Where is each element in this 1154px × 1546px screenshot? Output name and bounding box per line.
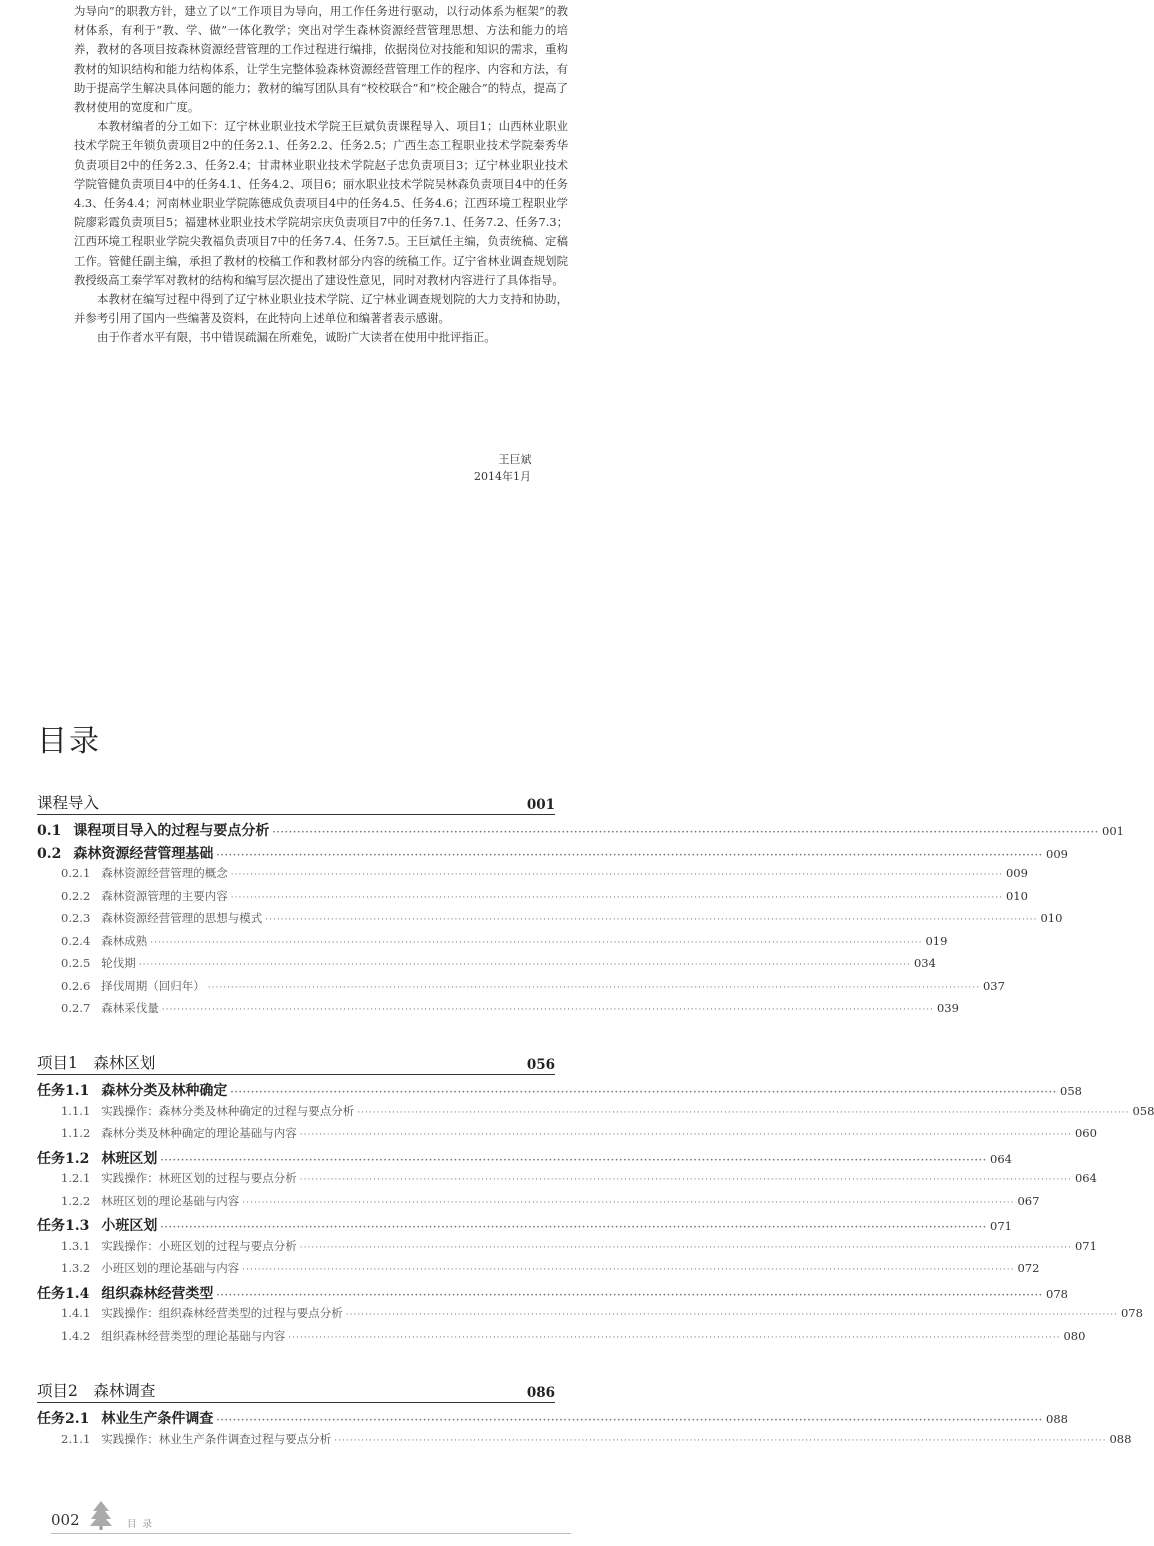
entry-number: 0.1 [37,823,62,839]
preface-paragraph: 本教材编者的分工如下：辽宁林业职业技术学院王巨斌负责课程导入、项目1；山西林业职业技术学院王年锁负责项目2中的任务2.1、任务2.2、任务2.5；广西生态工程职业技术学院秦秀华负责项目2中的任务2.3、任务2.4；甘肃林业职业技术学院赵子忠负责项目3；辽宁林业职业技术学院管健负责项目4中的任务4.1、任务4.2、项目6；丽水职业技术学院吴林森负责项目4中的任务4.3、任务4.4；河南林业职业学院陈德成负责项目4中的任务4.5、任务4.6；江西环境工程职业学院廖彩霞负责项目5；福建林业职业技术学院胡宗庆负责项目7中的任务7.1、任务7.2、任务7.3；江西环境工程职业学院尖教福负责项目7中的任务7.4、任务7.5。王巨斌任主编，负责统稿、定稿工作。管健任副主编，承担了教材的校稿工作和教材部分内容的统稿工作。辽宁省林业调查规划院教授级高工秦学军对教材的结构和编写层次提出了建设性意见，同时对教材内容进行了具体指导。 [74,119,568,287]
toc-subentry[interactable] [37,1103,1154,1126]
entry-title: 林班区划的理论基础与内容 [101,1193,240,1208]
preface-paragraph: 为导向”的职教方针，建立了以“工作项目为导向，用工作任务进行驱动，以行动体系为框架”的教材体系，有利于“教、学、做”一体化教学；突出对学生森林资源经营管理思想、方法和能力的培养，教材的各项目按森林资源经营管理的工作过程进行编排，依据岗位对技能和知识的需求，重构教材的知识结构和能力结构体系，让学生完整体验森林资源经营管理工作的程序、内容和方法，有助于提高学生解决具体问题的能力；教材的编写团队具有“校校联合”和“校企融合”的特点，提高了教材使用的宽度和广度。 [74,4,568,115]
dot-leader: ········································································································································································································ [207,982,980,993]
toc-subentry[interactable] [37,1000,959,1023]
entry-page-number: 009 [1005,866,1028,880]
entry-number: 0.2.6 [61,978,91,993]
preface-paragraph: 本教材在编写过程中得到了辽宁林业职业技术学院、辽宁林业调查规划院的大力支持和协助，并参考引用了国内一些编著及资料，在此特向上述单位和编著者表示感谢。 [74,292,568,326]
entry-page-number: 067 [1017,1193,1040,1208]
entry-page-number: 037 [982,978,1005,993]
dot-leader: ········································································································································································································ [357,1107,1130,1118]
dot-leader: ········································································································································································································ [272,828,1100,838]
entry-number: 0.2 [37,845,62,862]
toc-subentry[interactable] [37,1328,1086,1351]
entry-number: 任务2.1 [37,1411,90,1427]
entry-page-number: 064 [990,1151,1012,1166]
entry-title: 森林资源经营管理基础 [73,845,214,862]
entry-title: 林业生产条件调查 [101,1411,214,1427]
toc-subentry[interactable] [37,865,1028,888]
entry-title: 森林资源经营管理的思想与模式 [101,911,263,925]
dot-leader: ········································································································································································································ [216,850,1044,861]
entry-number: 任务1.4 [37,1285,90,1302]
entry-title: 森林成熟 [101,933,148,948]
entry-page-number: 071 [990,1219,1012,1233]
entry-page-number: 078 [1046,1286,1068,1301]
dot-leader: ········································································································································································································ [161,1005,934,1015]
entry-title: 课程项目导入的过程与要点分析 [73,823,270,839]
dot-leader: ········································································································································································································ [265,915,1038,925]
toc-subentry[interactable] [37,910,1063,933]
entry-page-number: 064 [1074,1171,1097,1185]
toc-entry[interactable] [37,820,1124,843]
entry-page-number: 009 [1046,846,1068,861]
preface-date: 2014年1月 [474,470,531,483]
entry-page-number: 058 [1132,1103,1154,1118]
entry-number: 1.2.1 [61,1171,91,1185]
entry-page-number: 010 [1040,911,1063,925]
toc-entry[interactable] [37,843,1068,866]
section-title: 课程导入 [37,794,100,812]
entry-title: 实践操作：组织森林经营类型的过程与要点分析 [101,1306,343,1320]
entry-page-number: 088 [1046,1412,1068,1426]
toc-section-project-2 [37,1381,1132,1453]
entry-page-number: 072 [1017,1261,1040,1275]
toc-entry[interactable] [37,1148,1012,1171]
entry-page-number: 071 [1074,1238,1097,1253]
preface-text [74,2,568,348]
entry-title: 森林资源经营管理的概念 [101,866,228,880]
toc-entry[interactable] [37,1283,1068,1306]
toc-subentry[interactable] [37,1125,1097,1148]
dot-leader: ········································································································································································································ [230,892,1003,903]
entry-number: 1.3.1 [61,1238,91,1253]
toc-entry[interactable] [37,1215,1012,1238]
entry-page-number: 034 [913,956,936,970]
entry-title: 组织森林经营类型 [101,1285,214,1302]
entry-title: 森林资源管理的主要内容 [101,888,228,903]
dot-leader: ········································································································································································································ [299,1175,1072,1185]
entry-page-number: 019 [925,933,948,948]
entry-number: 0.2.7 [61,1001,91,1015]
entry-title: 实践操作：森林分类及林种确定的过程与要点分析 [101,1103,355,1118]
entry-title: 组织森林经营类型的理论基础与内容 [101,1328,286,1343]
dot-leader: ········································································································································································································ [299,1242,1072,1253]
dot-leader: ········································································································································································································ [150,937,923,948]
entry-title: 森林分类及林种确定 [101,1083,228,1099]
section-title: 项目2 森林调查 [37,1382,156,1400]
entry-title: 森林采伐量 [101,1001,159,1015]
entry-page-number: 058 [1060,1084,1082,1098]
toc-subentry[interactable] [37,1193,1040,1216]
entry-number: 任务1.1 [37,1083,90,1099]
toc-subentry[interactable] [37,1170,1097,1193]
toc-subentry[interactable] [37,1260,1040,1283]
toc-section-intro [37,793,1124,1023]
entry-number: 1.4.1 [61,1306,91,1320]
entry-number: 1.2.2 [61,1193,91,1208]
entry-page-number: 080 [1063,1328,1086,1343]
toc-section-heading[interactable] [37,1053,555,1075]
dot-leader: ········································································································································································································ [242,1265,1015,1275]
toc-section-heading[interactable] [37,1381,555,1403]
entry-title: 轮伐期 [101,956,136,970]
entry-number: 1.3.2 [61,1261,91,1275]
entry-title: 森林分类及林种确定的理论基础与内容 [101,1126,297,1140]
entry-number: 0.2.4 [61,933,91,948]
entry-number: 1.4.2 [61,1328,91,1343]
entry-title: 实践操作：林班区划的过程与要点分析 [101,1171,297,1185]
dot-leader: ········································································································································································································ [216,1290,1044,1301]
entry-number: 0.2.5 [61,956,91,970]
toc-subentry[interactable] [37,978,1005,1001]
section-page-number: 086 [526,1385,555,1401]
toc-section-heading[interactable] [37,793,555,815]
entry-number: 0.2.3 [61,911,91,925]
entry-title: 实践操作：林业生产条件调查过程与要点分析 [101,1431,332,1446]
entry-title: 小班区划的理论基础与内容 [101,1261,240,1275]
entry-number: 1.1.2 [61,1126,91,1140]
dot-leader: ········································································································································································································ [230,870,1003,880]
dot-leader: ········································································································································································································ [242,1197,1015,1208]
dot-leader: ········································································································································································································ [334,1435,1107,1446]
entry-number: 0.2.1 [61,866,91,880]
entry-page-number: 078 [1120,1306,1143,1320]
toc-subentry[interactable] [37,888,1028,911]
dot-leader: ········································································································································································································ [160,1155,988,1166]
section-page-number: 001 [526,797,555,813]
entry-page-number: 060 [1074,1126,1097,1140]
toc-subentry[interactable] [37,955,936,978]
dot-leader: ········································································································································································································ [288,1332,1061,1343]
page-footer [51,1509,571,1534]
page-number: 002 [51,1511,80,1529]
entry-number: 任务1.2 [37,1150,90,1167]
entry-title: 择伐周期（回归年） [101,978,205,993]
toc-entry[interactable] [37,1408,1068,1431]
entry-title: 小班区划 [101,1218,158,1234]
dot-leader: ········································································································································································································ [345,1310,1118,1320]
entry-page-number: 001 [1102,824,1124,838]
toc-subentry[interactable] [37,933,948,956]
entry-page-number: 088 [1109,1431,1132,1446]
toc-section-project-1 [37,1053,1154,1350]
entry-title: 实践操作：小班区划的过程与要点分析 [101,1238,297,1253]
footer-label: 目录 [127,1519,159,1530]
dot-leader: ········································································································································································································ [160,1223,988,1233]
toc-subentry[interactable] [37,1238,1097,1261]
author-signature: 王巨斌 [498,453,532,466]
toc-entry[interactable] [37,1080,1082,1103]
toc-subentry[interactable] [37,1431,1132,1454]
section-title: 项目1 森林区划 [37,1054,156,1072]
entry-page-number: 010 [1005,888,1028,903]
entry-page-number: 039 [936,1001,959,1015]
toc-subentry[interactable] [37,1305,1143,1328]
pine-tree-icon [89,1499,113,1535]
section-page-number: 056 [526,1057,555,1073]
entry-number: 2.1.1 [61,1431,91,1446]
dot-leader: ········································································································································································································ [230,1088,1058,1098]
entry-number: 1.1.1 [61,1103,91,1118]
dot-leader: ········································································································································································································ [216,1416,1044,1426]
entry-number: 任务1.3 [37,1218,90,1234]
preface-paragraph: 由于作者水平有限，书中错误疏漏在所难免，诚盼广大读者在使用中批评指正。 [97,330,496,345]
entry-title: 林班区划 [101,1150,158,1167]
entry-number: 0.2.2 [61,888,91,903]
dot-leader: ········································································································································································································ [299,1130,1072,1140]
toc-title: 目录 [37,724,101,759]
dot-leader: ········································································································································································································ [138,960,911,970]
